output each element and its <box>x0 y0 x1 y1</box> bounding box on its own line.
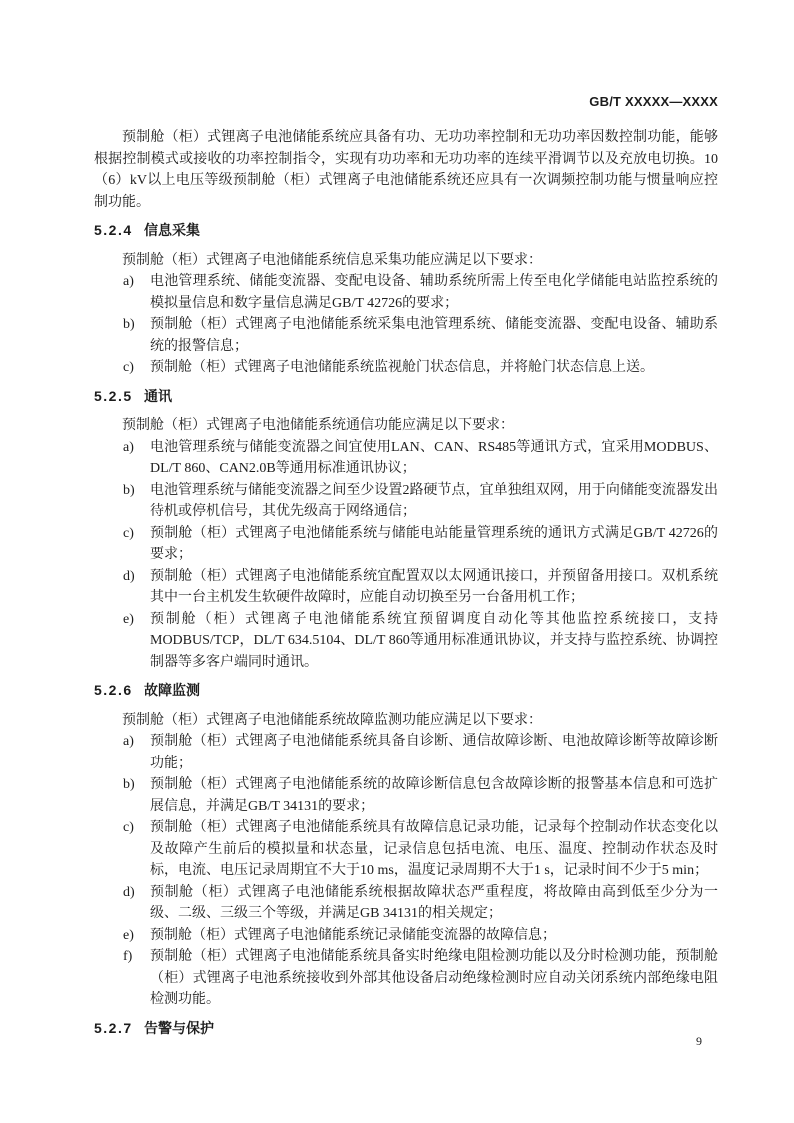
section-heading-5-2-5 <box>94 386 718 408</box>
list-item-label: d) <box>123 568 135 584</box>
list-item <box>94 523 718 566</box>
list-item-text: 预制舱（柜）式锂离子电池储能系统监视舱门状态信息，并将舱门状态信息上送。 <box>150 360 654 375</box>
section-number: 5.2.4 <box>94 222 133 238</box>
list-item-label: f) <box>123 949 133 964</box>
list-item <box>94 357 718 379</box>
section-title: 通讯 <box>144 387 172 404</box>
running-header-doc-code: GB/T XXXXX—XXXX <box>589 94 718 109</box>
list-item <box>94 480 718 523</box>
list-item-label: e) <box>123 611 134 627</box>
list-item-label: b) <box>123 482 135 498</box>
list-item-label: d) <box>123 884 135 900</box>
section-lead: 预制舱（柜）式锂离子电池储能系统通信功能应满足以下要求： <box>122 418 514 433</box>
list-item <box>94 731 718 774</box>
list-item <box>94 925 718 947</box>
section-lead: 预制舱（柜）式锂离子电池储能系统故障监测功能应满足以下要求： <box>122 712 542 728</box>
list-item-text: 预制舱（柜）式锂离子电池储能系统记录储能变流器的故障信息； <box>150 927 556 943</box>
page-body <box>94 127 718 1047</box>
list-item <box>94 437 718 480</box>
list-item <box>94 609 718 674</box>
list-item-label: a) <box>123 734 134 749</box>
list-item-label: a) <box>123 274 134 289</box>
section-number: 5.2.6 <box>94 682 133 698</box>
list-item <box>94 774 718 817</box>
list-item-label: b) <box>123 777 135 792</box>
list-item-text: 预制舱（柜）式锂离子电池储能系统具有故障信息记录功能，记录每个控制动作状态变化以及故障产生前后的模拟量和状态量，记录信息包括电流、电压、温度、控制动作状态及时标，电流、电压记录周期宜不大于10 ms，温度记录周期不大于1 s，记录时间不少于5 min； <box>150 820 718 878</box>
list-item-label: c) <box>123 525 134 541</box>
intro-paragraph: 预制舱（柜）式锂离子电池储能系统应具备有功、无功功率控制和无功功率因数控制功能，能够根据控制模式或接收的功率控制指令，实现有功功率和无功功率的连续平滑调节以及充放电切换。10（6）kV以上电压等级预制舱（柜）式锂离子电池储能系统还应具有一次调频控制功能与惯量响应控制功能。 <box>94 130 718 210</box>
list-item-text: 预制舱（柜）式锂离子电池储能系统具备自诊断、通信故障诊断、电池故障诊断等故障诊断功能； <box>150 734 718 771</box>
list-item <box>94 817 718 882</box>
list-item <box>94 314 718 357</box>
list-item <box>94 271 718 314</box>
list-item-text: 预制舱（柜）式锂离子电池储能系统具备实时绝缘电阻检测功能以及分时检测功能，预制舱（柜）式锂离子电池系统接收到外部其他设备启动绝缘检测时应自动关闭系统内部绝缘电阻检测功能。 <box>150 949 718 1007</box>
list-item-label: b) <box>123 317 135 332</box>
list-item-text: 电池管理系统、储能变流器、变配电设备、辅助系统所需上传至电化学储能电站监控系统的模拟量信息和数字量信息满足GB/T 42726的要求； <box>150 274 718 311</box>
section-number: 5.2.5 <box>94 387 133 404</box>
list-item-text: 预制舱（柜）式锂离子电池储能系统与储能电站能量管理系统的通讯方式满足GB/T 42726的要求； <box>150 525 718 562</box>
section-heading-5-2-6 <box>94 680 718 702</box>
list-item <box>94 946 718 1011</box>
list-item-text: 预制舱（柜）式锂离子电池储能系统根据故障状态严重程度，将故障由高到低至少分为一级、二级、三级三个等级，并满足GB 34131的相关规定； <box>150 884 718 921</box>
list-item-label: c) <box>123 820 134 835</box>
section-lead: 预制舱（柜）式锂离子电池储能系统信息采集功能应满足以下要求： <box>122 252 542 268</box>
section-title: 故障监测 <box>144 682 200 698</box>
list-item-text: 预制舱（柜）式锂离子电池储能系统的故障诊断信息包含故障诊断的报警基本信息和可选扩展信息，并满足GB/T 34131的要求； <box>150 777 718 814</box>
list-item-label: a) <box>123 439 134 455</box>
list-item-label: c) <box>123 360 134 375</box>
list-item <box>94 882 718 925</box>
list-item-text: 预制舱（柜）式锂离子电池储能系统宜预留调度自动化等其他监控系统接口，支持MODBUS/TCP，DL/T 634.5104、DL/T 860等通用标准通讯协议，并支持与监控系统、协调控制器等多客户端同时通讯。 <box>150 611 718 670</box>
section-title: 信息采集 <box>144 222 200 238</box>
list-item <box>94 566 718 609</box>
section-heading-5-2-7 <box>94 1018 718 1040</box>
section-number: 5.2.7 <box>94 1019 133 1036</box>
list-item-text: 电池管理系统与储能变流器之间至少设置2路硬节点，宜单独组双网，用于向储能变流器发出待机或停机信号，其优先级高于网络通信； <box>150 482 718 519</box>
list-item-text: 预制舱（柜）式锂离子电池储能系统采集电池管理系统、储能变流器、变配电设备、辅助系统的报警信息； <box>150 317 718 354</box>
page-number: 9 <box>696 1034 702 1048</box>
section-heading-5-2-4 <box>94 220 718 242</box>
list-item-label: e) <box>123 927 134 943</box>
list-item-text: 电池管理系统与储能变流器之间宜使用LAN、CAN、RS485等通讯方式，宜采用MODBUS、DL/T 860、CAN2.0B等通用标准通讯协议； <box>150 439 718 476</box>
section-title: 告警与保护 <box>144 1019 214 1036</box>
list-item-text: 预制舱（柜）式锂离子电池储能系统宜配置双以太网通讯接口，并预留备用接口。双机系统其中一台主机发生软硬件故障时，应能自动切换至另一台备用机工作； <box>150 568 718 605</box>
